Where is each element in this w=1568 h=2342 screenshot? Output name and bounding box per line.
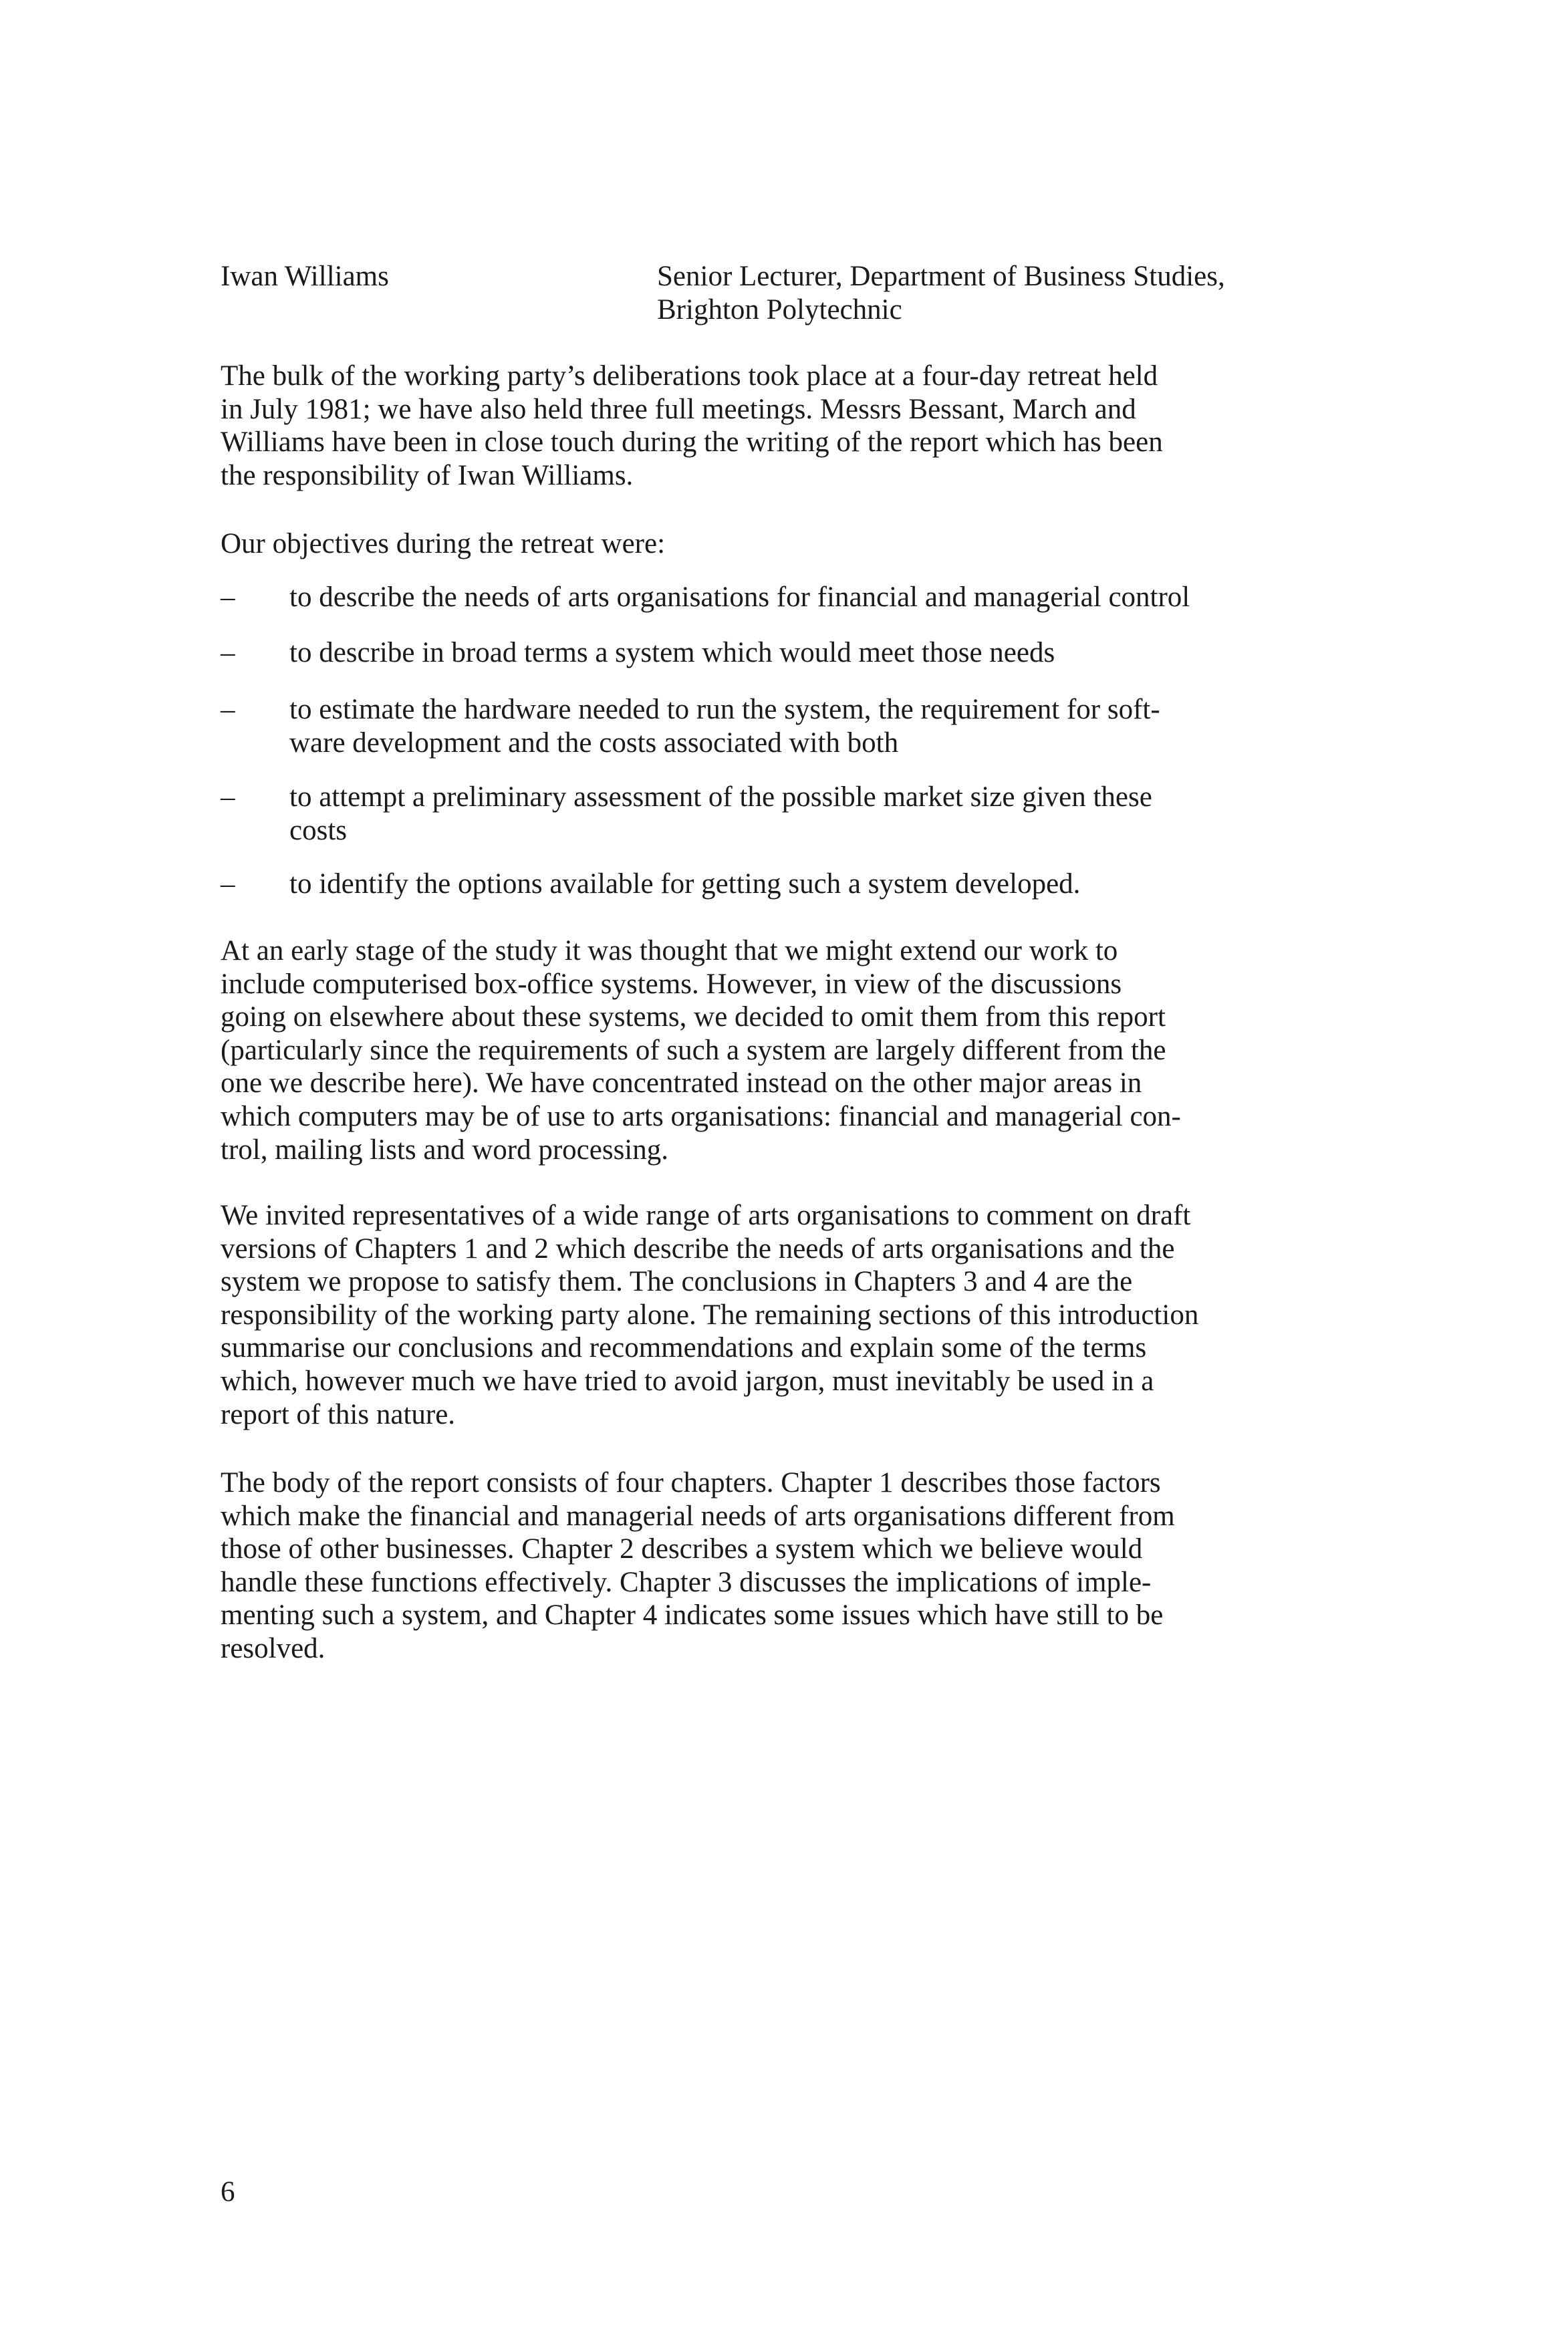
text-line: system we propose to satisfy them. The conclusions in Chapters 3 and 4 are the — [221, 1266, 1133, 1298]
text-line: which computers may be of use to arts organisations: financial and managerial con- — [221, 1100, 1181, 1132]
text-line: resolved. — [221, 1632, 325, 1664]
role-line: Senior Lecturer, Department of Business Studies, — [657, 261, 1225, 292]
author-role — [657, 260, 1225, 326]
dash-marker: – — [221, 637, 235, 668]
text-line: handle these functions effectively. Chapter 3 discusses the implications of imple- — [221, 1566, 1152, 1598]
text-line: menting such a system, and Chapter 4 indicates some issues which have still to be — [221, 1599, 1164, 1632]
bullet-text: to describe the needs of arts organisations for financial and managerial control — [289, 581, 1190, 613]
text-line: which, however much we have tried to avoid jargon, must inevitably be used in a — [221, 1365, 1154, 1397]
dash-marker: – — [221, 781, 235, 813]
text-line: which make the financial and managerial needs of arts organisations different from — [221, 1500, 1175, 1532]
text-line: (particularly since the requirements of such a system are largely different from the — [221, 1034, 1166, 1066]
text-line: in July 1981; we have also held three full meetings. Messrs Bessant, March and — [221, 393, 1136, 425]
paragraph-4 — [221, 1466, 1175, 1666]
paragraph-1 — [221, 360, 1163, 492]
dash-marker: – — [221, 868, 235, 900]
bullet-text: ware development and the costs associated with both — [289, 727, 899, 759]
author-name: Iwan Williams — [221, 261, 389, 292]
text-line: The body of the report consists of four chapters. Chapter 1 describes those factors — [221, 1467, 1161, 1499]
objectives-intro: Our objectives during the retreat were: — [221, 528, 666, 559]
page-number: 6 — [221, 2176, 235, 2208]
text-line: The bulk of the working party’s deliberations took place at a four-day retreat held — [221, 360, 1158, 392]
bullet-text: to attempt a preliminary assessment of the possible market size given these — [289, 781, 1152, 813]
text-line: We invited representatives of a wide range of arts organisations to comment on draft — [221, 1200, 1191, 1231]
text-line: responsibility of the working party alone. The remaining sections of this introduction — [221, 1299, 1199, 1331]
bullet-text: costs — [289, 814, 347, 846]
paragraph-2 — [221, 934, 1181, 1166]
bullet-text: to estimate the hardware needed to run the system, the requirement for soft- — [289, 694, 1160, 725]
dash-marker: – — [221, 694, 235, 725]
text-line: going on elsewhere about these systems, we decided to omit them from this report — [221, 1001, 1166, 1033]
paragraph-3 — [221, 1199, 1198, 1431]
text-line: include computerised box-office systems. However, in view of the discussions — [221, 968, 1122, 1000]
text-line: trol, mailing lists and word processing. — [221, 1134, 669, 1166]
bullet-text: to identify the options available for getting such a system developed. — [289, 868, 1081, 900]
text-line: versions of Chapters 1 and 2 which describe the needs of arts organisations and the — [221, 1232, 1175, 1265]
text-line: At an early stage of the study it was thought that we might extend our work to — [221, 935, 1118, 966]
text-line: Williams have been in close touch during the writing of the report which has been — [221, 426, 1163, 459]
text-line: the responsibility of Iwan Williams. — [221, 459, 634, 491]
text-line: summarise our conclusions and recommendations and explain some of the terms — [221, 1332, 1147, 1364]
text-line: report of this nature. — [221, 1398, 456, 1430]
bullet-text: to describe in broad terms a system which would meet those needs — [289, 637, 1055, 668]
role-line: Brighton Polytechnic — [657, 293, 902, 326]
text-line: one we describe here). We have concentrated instead on the other major areas in — [221, 1067, 1142, 1099]
dash-marker: – — [221, 581, 235, 613]
text-line: those of other businesses. Chapter 2 describes a system which we believe would — [221, 1533, 1143, 1565]
